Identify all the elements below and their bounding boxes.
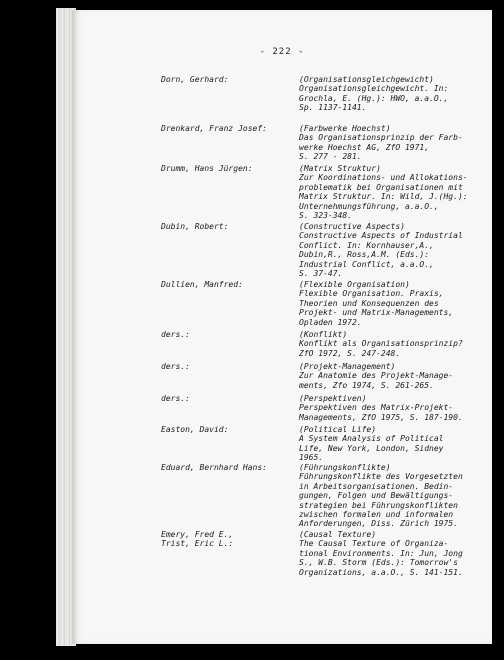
reference-short-title: (Flexible Organisation) xyxy=(299,280,410,289)
entry-reference xyxy=(299,463,463,529)
reference-line: Zur Anatomie des Projekt-Manage- xyxy=(299,371,454,381)
reference-line: Dubin,R., Ross,A.M. (Eds.): xyxy=(299,250,430,260)
entry-reference xyxy=(299,124,463,162)
entry-author xyxy=(161,124,267,133)
reference-line: A System Analysis of Political xyxy=(299,434,444,444)
author-line: Drenkard, Franz Josef: xyxy=(161,124,267,133)
reference-short-title: (Political Life) xyxy=(299,425,377,434)
page-number: - 222 - xyxy=(259,47,305,57)
entry-author xyxy=(161,463,267,472)
author-line: Easton, David: xyxy=(161,425,229,434)
reference-line: Theorien und Konsequenzen des xyxy=(299,298,439,308)
reference-line: Matrix Struktur. In: Wild, J.(Hg.): xyxy=(299,192,468,202)
author-line: ders.: xyxy=(161,362,190,371)
reference-line: werke Hoechst AG, ZfO 1971, xyxy=(299,142,430,152)
reference-line: Zur Koordinations- und Allokations- xyxy=(299,173,468,183)
entry-author xyxy=(161,164,253,173)
reference-line: Conflict. In: Kornhauser,A., xyxy=(299,240,434,250)
reference-short-title: (Causal Texture) xyxy=(299,530,377,539)
entry-reference xyxy=(299,75,448,113)
reference-line: ments, Zfo 1974, S. 261-265. xyxy=(299,380,434,390)
reference-line: Organisationsgleichgewicht. In: xyxy=(299,84,449,94)
reference-line: The Causal Texture of Organiza- xyxy=(299,539,449,549)
author-line: Emery, Fred E., xyxy=(161,530,234,539)
author-line: Drumm, Hans Jürgen: xyxy=(161,164,253,173)
reference-line: Grochla, E. (Hg.): HWO, a.a.O., xyxy=(299,93,449,103)
entry-reference xyxy=(299,530,463,577)
author-line: Dullien, Manfred: xyxy=(161,280,243,289)
entry-author xyxy=(161,75,228,84)
reference-line: Das Organisationsprinzip der Farb- xyxy=(299,133,463,143)
reference-line: 1965. xyxy=(299,453,324,463)
entry-author xyxy=(161,425,228,434)
reference-line: strategien bei Führungskonflikten xyxy=(299,500,458,510)
reference-line: Flexible Organisation. Praxis, xyxy=(299,289,444,299)
author-line: ders.: xyxy=(161,330,190,339)
reference-line: zwischen formalen und informalen xyxy=(299,510,454,520)
reference-line: Unternehmungsführung, a.a.O., xyxy=(299,201,439,211)
reference-short-title: (Matrix Struktur) xyxy=(299,164,381,173)
reference-line: Führungskonflikte des Vorgesetzten xyxy=(299,472,463,482)
reference-short-title: (Organisationsgleichgewicht) xyxy=(299,75,434,84)
reference-line: Life, New York, London, Sidney xyxy=(299,443,444,453)
reference-line: S. 323-348. xyxy=(299,211,352,221)
reference-short-title: (Führungskonflikte) xyxy=(299,463,391,472)
reference-short-title: (Perspektiven) xyxy=(299,394,367,403)
author-line: Eduard, Bernhard Hans: xyxy=(161,463,267,472)
entry-reference xyxy=(299,280,453,327)
entry-author xyxy=(161,222,228,231)
entry-reference xyxy=(299,164,468,220)
reference-line: Projekt- und Matrix-Managements, xyxy=(299,308,454,318)
entry-author xyxy=(161,530,233,548)
reference-line: Anforderungen, Diss. Zürich 1975. xyxy=(299,519,458,529)
entry-author xyxy=(161,330,190,339)
reference-line: S. 277 - 281. xyxy=(299,152,362,162)
reference-line: problematik bei Organisationen mit xyxy=(299,182,463,192)
entry-author xyxy=(161,394,190,403)
reference-short-title: (Konflikt) xyxy=(299,330,348,339)
reference-line: gungen, Folgen und Bewältigungs- xyxy=(299,491,454,501)
author-line: ders.: xyxy=(161,394,190,403)
reference-line: in Arbeitsorganisationen. Bedin- xyxy=(299,481,454,491)
entry-author xyxy=(161,280,243,289)
reference-line: Perspektiven des Matrix-Projekt- xyxy=(299,403,454,413)
entry-reference xyxy=(299,394,463,422)
reference-line: tional Environments. In: Jun, Jong xyxy=(299,548,463,558)
reference-line: S., W.B. Storm (Eds.): Tomorrow's xyxy=(299,558,458,568)
reference-line: Opladen 1972. xyxy=(299,317,362,327)
entry-author xyxy=(161,362,190,371)
author-line: Dorn, Gerhard: xyxy=(161,75,229,84)
reference-line: Industrial Conflict, a.a.O., xyxy=(299,259,434,269)
reference-line: Constructive Aspects of Industrial xyxy=(299,231,463,241)
reference-line: S. 37-47. xyxy=(299,269,343,279)
reference-line: ZfO 1972, S. 247-248. xyxy=(299,348,401,358)
author-line: Dubin, Robert: xyxy=(161,222,229,231)
reference-line: Sp. 1137-1141. xyxy=(299,103,367,113)
entry-reference xyxy=(299,362,453,390)
entry-reference xyxy=(299,222,463,278)
reference-line: Organizations, a.a.O., S. 141-151. xyxy=(299,567,463,577)
reference-line: Konflikt als Organisationsprinzip? xyxy=(299,339,463,349)
reference-short-title: (Projekt-Management) xyxy=(299,362,396,371)
entry-reference xyxy=(299,425,444,463)
entry-reference xyxy=(299,330,463,358)
reference-line: Managements, ZfO 1975, S. 187-190. xyxy=(299,412,463,422)
reference-short-title: (Farbwerke Hoechst) xyxy=(299,124,391,133)
author-line: Trist, Eric L.: xyxy=(161,539,234,548)
document-page xyxy=(72,10,492,644)
reference-short-title: (Constructive Aspects) xyxy=(299,222,405,231)
